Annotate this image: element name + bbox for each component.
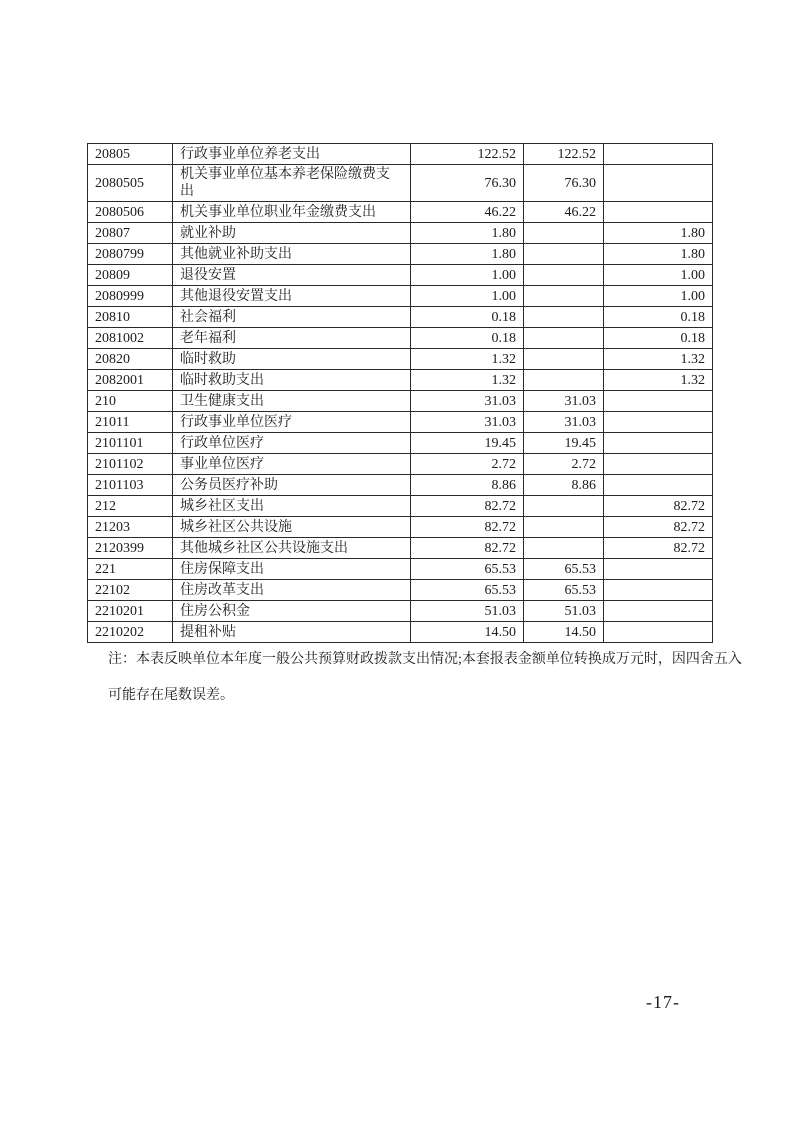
table-row [88, 370, 713, 391]
amount-col3-cell: 1.80 [604, 244, 713, 265]
budget-item-name-cell: 行政单位医疗 [173, 433, 411, 454]
amount-col2-cell: 65.53 [524, 559, 604, 580]
amount-col3-cell [604, 601, 713, 622]
amount-col1-cell: 2.72 [411, 454, 524, 475]
budget-item-name-cell: 行政事业单位养老支出 [173, 144, 411, 165]
table-row [88, 412, 713, 433]
amount-col3-cell [604, 580, 713, 601]
table-row [88, 601, 713, 622]
table-row [88, 475, 713, 496]
amount-col3-cell [604, 475, 713, 496]
amount-col3-cell: 1.32 [604, 349, 713, 370]
budget-expenditure-table [87, 143, 713, 643]
amount-col1-cell: 76.30 [411, 165, 524, 202]
amount-col3-cell [604, 391, 713, 412]
amount-col3-cell: 82.72 [604, 496, 713, 517]
table-row [88, 559, 713, 580]
budget-code-cell: 20809 [88, 265, 173, 286]
budget-code-cell: 210 [88, 391, 173, 412]
budget-item-name-cell: 卫生健康支出 [173, 391, 411, 412]
budget-item-name-cell: 其他城乡社区公共设施支出 [173, 538, 411, 559]
amount-col3-cell [604, 559, 713, 580]
amount-col2-cell [524, 307, 604, 328]
amount-col2-cell [524, 286, 604, 307]
amount-col2-cell [524, 496, 604, 517]
table-row [88, 223, 713, 244]
amount-col3-cell [604, 412, 713, 433]
amount-col3-cell: 1.00 [604, 286, 713, 307]
budget-item-name-cell: 事业单位医疗 [173, 454, 411, 475]
amount-col1-cell: 122.52 [411, 144, 524, 165]
amount-col3-cell [604, 454, 713, 475]
budget-item-name-cell: 其他就业补助支出 [173, 244, 411, 265]
amount-col1-cell: 31.03 [411, 412, 524, 433]
amount-col1-cell: 51.03 [411, 601, 524, 622]
budget-code-cell: 2101102 [88, 454, 173, 475]
amount-col2-cell [524, 370, 604, 391]
budget-item-name-cell: 公务员医疗补助 [173, 475, 411, 496]
budget-code-cell: 2080506 [88, 202, 173, 223]
table-row [88, 517, 713, 538]
amount-col2-cell [524, 223, 604, 244]
amount-col2-cell: 122.52 [524, 144, 604, 165]
table-footnote-line2: 可能存在尾数误差。 [108, 688, 234, 703]
budget-code-cell: 2080799 [88, 244, 173, 265]
budget-code-cell: 2210201 [88, 601, 173, 622]
amount-col1-cell: 8.86 [411, 475, 524, 496]
table-row [88, 328, 713, 349]
budget-item-name-cell: 城乡社区公共设施 [173, 517, 411, 538]
amount-col3-cell [604, 144, 713, 165]
amount-col1-cell: 46.22 [411, 202, 524, 223]
amount-col1-cell: 1.32 [411, 349, 524, 370]
budget-item-name-cell: 机关事业单位职业年金缴费支出 [173, 202, 411, 223]
budget-code-cell: 2080999 [88, 286, 173, 307]
budget-item-name-cell: 机关事业单位基本养老保险缴费支出 [173, 165, 411, 202]
table-row [88, 454, 713, 475]
budget-item-name-cell: 提租补贴 [173, 622, 411, 643]
amount-col1-cell: 14.50 [411, 622, 524, 643]
table-row [88, 496, 713, 517]
amount-col3-cell: 1.32 [604, 370, 713, 391]
budget-code-cell: 21011 [88, 412, 173, 433]
amount-col1-cell: 65.53 [411, 559, 524, 580]
amount-col3-cell: 0.18 [604, 328, 713, 349]
amount-col2-cell: 51.03 [524, 601, 604, 622]
amount-col3-cell: 82.72 [604, 517, 713, 538]
amount-col3-cell: 1.80 [604, 223, 713, 244]
budget-code-cell: 20820 [88, 349, 173, 370]
budget-code-cell: 22102 [88, 580, 173, 601]
amount-col1-cell: 65.53 [411, 580, 524, 601]
amount-col3-cell [604, 165, 713, 202]
budget-item-name-cell: 临时救助支出 [173, 370, 411, 391]
table-row [88, 144, 713, 165]
amount-col3-cell: 1.00 [604, 265, 713, 286]
amount-col1-cell: 0.18 [411, 307, 524, 328]
budget-code-cell: 221 [88, 559, 173, 580]
amount-col2-cell: 31.03 [524, 391, 604, 412]
amount-col3-cell [604, 433, 713, 454]
budget-code-cell: 20810 [88, 307, 173, 328]
budget-item-name-cell: 住房保障支出 [173, 559, 411, 580]
budget-code-cell: 2120399 [88, 538, 173, 559]
amount-col2-cell [524, 265, 604, 286]
amount-col3-cell [604, 622, 713, 643]
budget-item-name-cell: 住房公积金 [173, 601, 411, 622]
amount-col2-cell [524, 328, 604, 349]
amount-col2-cell: 14.50 [524, 622, 604, 643]
budget-item-name-cell: 临时救助 [173, 349, 411, 370]
table-row [88, 202, 713, 223]
budget-item-name-cell: 就业补助 [173, 223, 411, 244]
table-row [88, 538, 713, 559]
amount-col1-cell: 82.72 [411, 517, 524, 538]
budget-code-cell: 2101103 [88, 475, 173, 496]
budget-code-cell: 2210202 [88, 622, 173, 643]
amount-col2-cell [524, 244, 604, 265]
amount-col1-cell: 31.03 [411, 391, 524, 412]
amount-col2-cell: 8.86 [524, 475, 604, 496]
budget-code-cell: 2101101 [88, 433, 173, 454]
amount-col1-cell: 1.32 [411, 370, 524, 391]
budget-code-cell: 2081002 [88, 328, 173, 349]
table-row [88, 286, 713, 307]
table-row [88, 307, 713, 328]
amount-col2-cell [524, 517, 604, 538]
table-row [88, 349, 713, 370]
table-row [88, 622, 713, 643]
amount-col1-cell: 1.80 [411, 244, 524, 265]
page-number: -17- [646, 992, 680, 1012]
budget-item-name-cell: 城乡社区支出 [173, 496, 411, 517]
budget-item-name-cell: 其他退役安置支出 [173, 286, 411, 307]
table-row [88, 244, 713, 265]
amount-col2-cell: 46.22 [524, 202, 604, 223]
amount-col1-cell: 1.00 [411, 265, 524, 286]
amount-col1-cell: 0.18 [411, 328, 524, 349]
amount-col1-cell: 82.72 [411, 538, 524, 559]
budget-code-cell: 2080505 [88, 165, 173, 202]
budget-code-cell: 2082001 [88, 370, 173, 391]
amount-col2-cell: 65.53 [524, 580, 604, 601]
budget-item-name-cell: 行政事业单位医疗 [173, 412, 411, 433]
budget-item-name-cell: 退役安置 [173, 265, 411, 286]
amount-col1-cell: 82.72 [411, 496, 524, 517]
amount-col2-cell: 19.45 [524, 433, 604, 454]
amount-col3-cell: 0.18 [604, 307, 713, 328]
table-row [88, 265, 713, 286]
budget-code-cell: 20805 [88, 144, 173, 165]
budget-item-name-cell: 住房改革支出 [173, 580, 411, 601]
table-row [88, 391, 713, 412]
amount-col3-cell: 82.72 [604, 538, 713, 559]
amount-col3-cell [604, 202, 713, 223]
amount-col2-cell [524, 538, 604, 559]
amount-col2-cell: 2.72 [524, 454, 604, 475]
amount-col2-cell: 31.03 [524, 412, 604, 433]
budget-item-name-cell: 社会福利 [173, 307, 411, 328]
budget-item-name-cell: 老年福利 [173, 328, 411, 349]
table-footnote-line1: 注：本表反映单位本年度一般公共预算财政拨款支出情况;本套报表金额单位转换成万元时，因四舍五入 [108, 652, 742, 667]
budget-code-cell: 20807 [88, 223, 173, 244]
amount-col1-cell: 1.00 [411, 286, 524, 307]
amount-col2-cell: 76.30 [524, 165, 604, 202]
budget-code-cell: 212 [88, 496, 173, 517]
amount-col1-cell: 1.80 [411, 223, 524, 244]
table-row [88, 165, 713, 202]
amount-col1-cell: 19.45 [411, 433, 524, 454]
budget-code-cell: 21203 [88, 517, 173, 538]
table-row [88, 433, 713, 454]
table-row [88, 580, 713, 601]
amount-col2-cell [524, 349, 604, 370]
